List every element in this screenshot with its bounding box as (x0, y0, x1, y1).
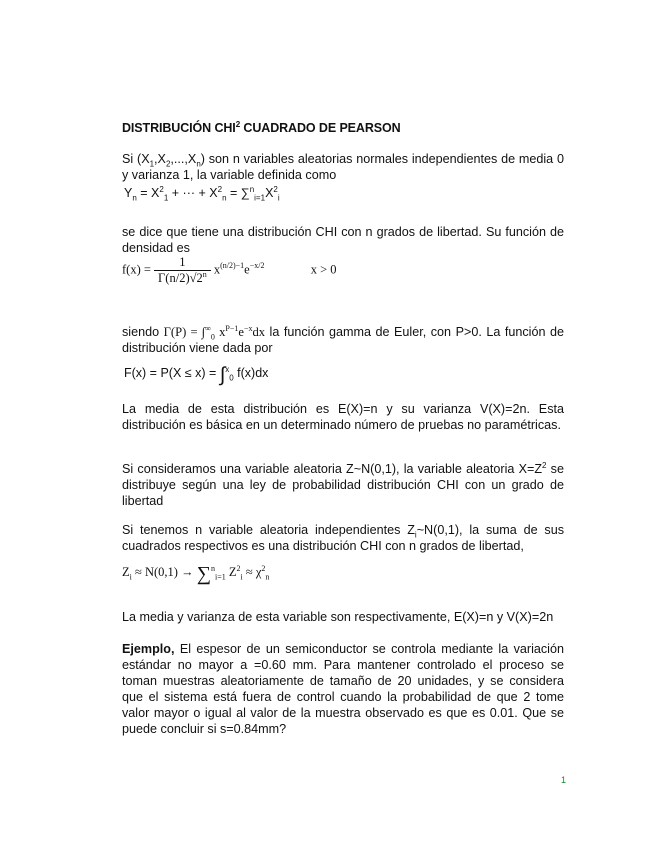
example-label: Ejemplo, (122, 642, 175, 656)
paragraph-independent-sum: Si tenemos n variable aleatoria independientes $Z_i\sim N(0,1)$, la suma de sus cuadrados respectivos es una distribución CHI con n grados de libertad, (122, 523, 564, 553)
page-number: 1 (561, 775, 567, 785)
page-title: DISTRIBUCIÓN CHI$^2$ CUADRADO DE PEARSON (122, 119, 401, 135)
paragraph-density-intro: se dice que tiene una distribución CHI con n grados de libertad. Su función de densidad es (122, 225, 564, 255)
equation-distribution-function: F(x) = P(X ≤ x) = ∫$^x_0$ f(x)dx (124, 364, 269, 386)
paragraph-gamma: siendo $\Gamma(P) = \int^\infty_0$ $x^{P-1}e^{-x}dx$ la función gamma de Euler, con P>0. La función de distribución viene dada por (122, 323, 564, 355)
paragraph-intro: Si $(X_1,X_2,...,X_n)$ son n variables aleatorias normales independientes de media 0 y varianza 1, la variable definida como (122, 152, 564, 182)
equation-density-function: f(x) = $\frac{1}{\Gamma(n/2)√2^n}$ $x^{(n/2)-1}e^{-x/2}$ x > 0 (122, 255, 337, 285)
equation-sum-definition: $Y_n = X^2_1$ + ··· + $X^2_n = \sum^n_{i=1}X^2_i$ (124, 184, 280, 203)
equation-chi-sum: $Z_i \approx N(0,1) \to \sum^n_{i=1}$ $Z^2_i \approx \chi^2_n$ (122, 563, 270, 585)
paragraph-chi-mean-variance: La media y varianza de esta variable son respectivamente, E(X)=n y V(X)=2n (122, 610, 554, 624)
paragraph-example: Ejemplo, El espesor de un semiconductor se controla mediante la variación estándar no mayor a =0.60 mm. Para mantener controlado el proceso se toman muestras aleatoriamente de tamaño de 20 unidades, y se considera que el sistema está fuera de control cuando la probabilidad de que 2 tome valor mayor o igual al valor de la muestra observado es que es 0.01. Que se puede concluir si s=0.84mm? (122, 642, 564, 736)
paragraph-mean-variance: La media de esta distribución es E(X)=n y su varianza V(X)=2n. Esta distribución es básica en un determinado número de pruebas no paramétricas. (122, 402, 564, 432)
paragraph-standard-normal: Si consideramos una variable aleatoria Z~N(0,1), la variable aleatoria $X=Z^2$ se distribuye según una ley de probabilidad distribución CHI con un grado de libertad (122, 460, 564, 508)
